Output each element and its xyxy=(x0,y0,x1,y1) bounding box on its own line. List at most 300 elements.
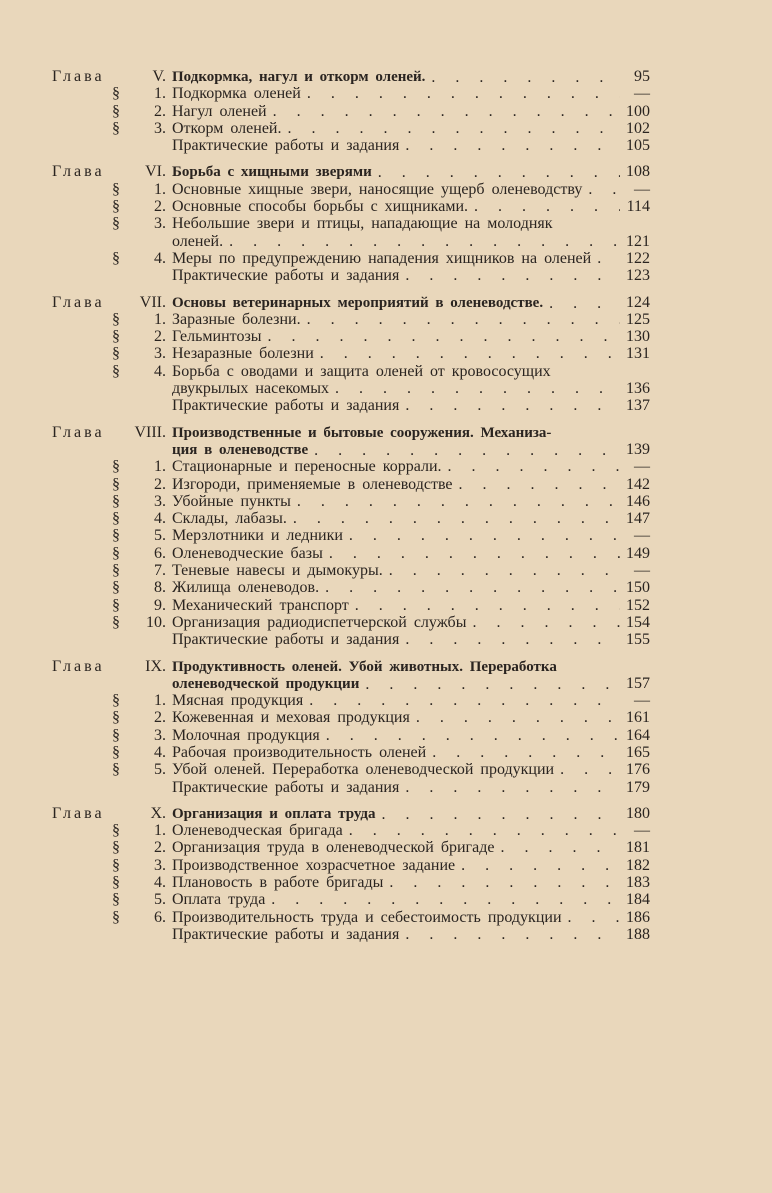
chapter xyxy=(52,163,650,284)
section-sign: § xyxy=(112,180,120,198)
section-sign: § xyxy=(112,743,120,761)
section-number: 7. xyxy=(154,562,166,580)
entry-text xyxy=(172,614,620,631)
practice-entry xyxy=(52,631,650,648)
chapter-heading xyxy=(52,441,650,458)
entry-text xyxy=(172,692,620,709)
entry-text xyxy=(172,250,620,267)
dot-leader xyxy=(426,744,620,761)
section-entry xyxy=(52,345,650,362)
chapter-heading xyxy=(52,675,650,692)
entry-text xyxy=(172,363,620,380)
chapter-label: Глава xyxy=(52,657,105,675)
dot-leader xyxy=(399,926,620,943)
page-number: 121 xyxy=(626,232,650,250)
section-number: 5. xyxy=(154,761,166,779)
dot-leader xyxy=(591,250,620,267)
entry-text xyxy=(172,267,620,284)
entry-title: Практические работы и задания xyxy=(172,778,400,796)
dot-leader xyxy=(410,709,620,726)
entry-text xyxy=(172,822,620,839)
dot-leader xyxy=(301,311,620,328)
page-number: 130 xyxy=(626,328,650,346)
entry-title: Незаразные болезни xyxy=(172,345,314,363)
chapter-heading xyxy=(52,294,650,311)
section-number: 1. xyxy=(154,180,166,198)
section-entry xyxy=(52,761,650,778)
dot-leader xyxy=(359,676,620,693)
section-number: 4. xyxy=(154,743,166,761)
section-entry xyxy=(52,614,650,631)
entry-text xyxy=(172,761,620,778)
entry-title: Основные способы борьбы с хищниками. xyxy=(172,198,468,216)
entry-title: Борьба с оводами и защита оленей от кровососущих xyxy=(172,362,551,380)
entry-title: Практические работы и задания xyxy=(172,925,400,943)
page-number: 114 xyxy=(626,198,650,216)
page-number: 180 xyxy=(626,804,650,822)
entry-text xyxy=(172,659,620,676)
page-number: 95 xyxy=(634,68,650,85)
page-number: 102 xyxy=(626,119,650,137)
entry-text xyxy=(172,425,620,442)
entry-title: Оленеводческие базы xyxy=(172,544,323,562)
entry-title: Склады, лабазы. xyxy=(172,510,287,528)
entry-text xyxy=(172,727,620,744)
section-sign: § xyxy=(112,544,120,562)
dot-leader xyxy=(582,181,620,198)
entry-text xyxy=(172,69,620,86)
page-number: 161 xyxy=(626,709,650,727)
section-sign: § xyxy=(112,492,120,510)
page-number: 142 xyxy=(626,475,650,493)
section-number: 2. xyxy=(154,328,166,346)
section-sign: § xyxy=(112,613,120,631)
entry-text xyxy=(172,909,620,926)
chapter-numeral: VIII. xyxy=(134,423,166,441)
section-number: 1. xyxy=(154,458,166,476)
entry-title: Нагул оленей xyxy=(172,102,267,120)
chapter-label: Глава xyxy=(52,804,105,822)
page-number: 179 xyxy=(626,778,650,796)
page-number: 100 xyxy=(626,102,650,120)
dot-leader xyxy=(308,442,620,459)
entry-title: Гельминтозы xyxy=(172,328,262,346)
section-entry xyxy=(52,120,650,137)
section-entry xyxy=(52,181,650,198)
entry-text xyxy=(172,891,620,908)
section-number: 4. xyxy=(154,362,166,380)
dot-leader xyxy=(223,233,620,250)
section-number: 2. xyxy=(154,198,166,216)
practice-entry xyxy=(52,397,650,414)
section-entry xyxy=(52,363,650,380)
section-entry xyxy=(52,198,650,215)
section-number: 2. xyxy=(154,102,166,120)
page-number: 139 xyxy=(626,440,650,458)
entry-text xyxy=(172,597,620,614)
page-number: 123 xyxy=(626,267,650,285)
section-number: 9. xyxy=(154,596,166,614)
entry-text xyxy=(172,442,620,459)
section-entry xyxy=(52,85,650,102)
dot-leader xyxy=(399,631,620,648)
entry-text xyxy=(172,476,620,493)
section-number: 2. xyxy=(154,475,166,493)
entry-text xyxy=(172,545,620,562)
section-sign: § xyxy=(112,345,120,363)
dot-leader xyxy=(314,345,620,362)
chapter-heading xyxy=(52,658,650,675)
entry-text xyxy=(172,233,620,250)
dot-leader xyxy=(562,909,620,926)
dot-leader xyxy=(282,120,621,137)
dot-leader xyxy=(399,779,620,796)
entry-title: Изгороди, применяемые в оленеводстве xyxy=(172,475,453,493)
section-sign: § xyxy=(112,856,120,874)
section-entry xyxy=(52,328,650,345)
entry-title: Заразные болезни. xyxy=(172,310,301,328)
entry-text xyxy=(172,806,620,823)
chapter xyxy=(52,68,650,154)
entry-text xyxy=(172,120,620,137)
entry-title: Рабочая производительность оленей xyxy=(172,743,427,761)
entry-title: Мерзлотники и ледники xyxy=(172,527,343,545)
entry-text xyxy=(172,397,620,414)
dot-leader xyxy=(376,806,621,823)
page-number: 165 xyxy=(626,743,650,761)
section-sign: § xyxy=(112,709,120,727)
entry-title: Плановость в работе бригады xyxy=(172,874,384,892)
page-number: 184 xyxy=(626,891,650,909)
section-sign: § xyxy=(112,475,120,493)
dot-leader xyxy=(323,545,620,562)
section-number: 1. xyxy=(154,822,166,840)
entry-title: Практические работы и задания xyxy=(172,631,400,649)
entry-title: Мясная продукция xyxy=(172,692,304,710)
dot-leader xyxy=(303,692,620,709)
entry-title: Жилища оленеводов. xyxy=(172,579,320,597)
entry-text xyxy=(172,380,620,397)
entry-text xyxy=(172,85,620,102)
section-number: 3. xyxy=(154,345,166,363)
section-sign: § xyxy=(112,510,120,528)
section-entry xyxy=(52,250,650,267)
entry-title: Небольшие звери и птицы, нападающие на молодняк xyxy=(172,215,553,233)
practice-entry xyxy=(52,926,650,943)
section-entry xyxy=(52,857,650,874)
table-of-contents xyxy=(52,68,650,943)
entry-text xyxy=(172,874,620,891)
entry-title: Продуктивность оленей. Убой животных. Переработка xyxy=(172,658,557,675)
page-number: 186 xyxy=(626,908,650,926)
entry-title: Организация труда в оленеводческой бригаде xyxy=(172,839,495,857)
section-sign: § xyxy=(112,692,120,710)
chapter xyxy=(52,805,650,943)
chapter-heading xyxy=(52,68,650,85)
chapter-numeral: X. xyxy=(150,804,166,822)
entry-title: Убой оленей. Переработка оленеводческой продукции xyxy=(172,761,555,779)
section-sign: § xyxy=(112,102,120,120)
entry-text xyxy=(172,744,620,761)
entry-text xyxy=(172,198,620,215)
dot-leader xyxy=(399,397,620,414)
section-number: 3. xyxy=(154,119,166,137)
entry-title: Оленеводческая бригада xyxy=(172,822,343,840)
page-number: 108 xyxy=(626,163,650,181)
section-number: 10. xyxy=(146,613,166,631)
entry-text xyxy=(172,458,620,475)
page-number: 183 xyxy=(626,874,650,892)
section-sign: § xyxy=(112,822,120,840)
entry-text xyxy=(172,328,620,345)
section-number: 1. xyxy=(154,692,166,710)
page-number: 152 xyxy=(626,596,650,614)
page-number: 137 xyxy=(626,397,650,415)
entry-title: Борьба с хищными зверями xyxy=(172,164,372,181)
entry-text xyxy=(172,510,620,527)
section-entry xyxy=(52,215,650,232)
chapter-numeral: V. xyxy=(152,68,166,85)
entry-title: Стационарные и переносные коррали. xyxy=(172,458,442,476)
dot-leader xyxy=(383,562,620,579)
page-number: — xyxy=(634,527,650,545)
section-sign: § xyxy=(112,562,120,580)
entry-title: Основы ветеринарных мероприятий в оленеводстве. xyxy=(172,294,544,311)
entry-text xyxy=(172,779,620,796)
chapter xyxy=(52,658,650,796)
section-entry xyxy=(52,380,650,397)
dot-leader xyxy=(442,458,620,475)
chapter-numeral: VII. xyxy=(139,293,166,311)
section-number: 3. xyxy=(154,492,166,510)
page-number: 146 xyxy=(626,492,650,510)
entry-title: двукрылых насекомых xyxy=(172,380,329,398)
page-number: 122 xyxy=(626,249,650,267)
dot-leader xyxy=(543,295,620,312)
entry-title: Молочная продукция xyxy=(172,726,320,744)
section-sign: § xyxy=(112,874,120,892)
entry-text xyxy=(172,311,620,328)
dot-leader xyxy=(455,857,620,874)
section-sign: § xyxy=(112,119,120,137)
section-number: 4. xyxy=(154,249,166,267)
dot-leader xyxy=(287,510,620,527)
dot-leader xyxy=(343,822,620,839)
section-entry xyxy=(52,874,650,891)
section-number: 3. xyxy=(154,856,166,874)
chapter-heading xyxy=(52,805,650,822)
page-number: 150 xyxy=(626,579,650,597)
entry-title: Практические работы и задания xyxy=(172,267,400,285)
section-number: 3. xyxy=(154,215,166,233)
dot-leader xyxy=(372,164,620,181)
dot-leader xyxy=(554,761,620,778)
section-entry xyxy=(52,839,650,856)
dot-leader xyxy=(425,69,620,86)
section-entry xyxy=(52,493,650,510)
entry-text xyxy=(172,164,620,181)
page-number: — xyxy=(634,562,650,580)
chapter-label: Глава xyxy=(52,423,105,441)
dot-leader xyxy=(466,614,620,631)
chapter xyxy=(52,424,650,649)
dot-leader xyxy=(453,476,620,493)
chapter-heading xyxy=(52,424,650,441)
section-sign: § xyxy=(112,249,120,267)
section-entry xyxy=(52,909,650,926)
entry-text xyxy=(172,709,620,726)
section-entry xyxy=(52,233,650,250)
section-entry xyxy=(52,103,650,120)
entry-text xyxy=(172,631,620,648)
page-number: 157 xyxy=(626,674,650,692)
dot-leader xyxy=(399,137,620,154)
page-number: — xyxy=(634,822,650,840)
page-number: 125 xyxy=(626,310,650,328)
section-sign: § xyxy=(112,310,120,328)
section-number: 1. xyxy=(154,85,166,103)
page-number: 147 xyxy=(626,510,650,528)
practice-entry xyxy=(52,137,650,154)
section-number: 6. xyxy=(154,544,166,562)
section-sign: § xyxy=(112,579,120,597)
section-sign: § xyxy=(112,362,120,380)
entry-title: Теневые навесы и дымокуры. xyxy=(172,562,383,580)
entry-title: Основные хищные звери, наносящие ущерб оленеводству xyxy=(172,180,583,198)
page-number: 188 xyxy=(626,925,650,943)
entry-title: Откорм оленей. xyxy=(172,119,282,137)
section-number: 2. xyxy=(154,709,166,727)
entry-title: Оплата труда xyxy=(172,891,266,909)
section-sign: § xyxy=(112,215,120,233)
page-number: 164 xyxy=(626,726,650,744)
section-sign: § xyxy=(112,596,120,614)
entry-title: Практические работы и задания xyxy=(172,397,400,415)
dot-leader xyxy=(301,85,620,102)
chapter-label: Глава xyxy=(52,293,105,311)
chapter-heading xyxy=(52,163,650,180)
entry-text xyxy=(172,493,620,510)
dot-leader xyxy=(267,103,620,120)
dot-leader xyxy=(319,579,620,596)
dot-leader xyxy=(343,527,620,544)
dot-leader xyxy=(320,727,620,744)
page-number: — xyxy=(634,692,650,710)
section-sign: § xyxy=(112,198,120,216)
entry-text xyxy=(172,579,620,596)
dot-leader xyxy=(349,597,620,614)
dot-leader xyxy=(383,874,620,891)
entry-title: Кожевенная и меховая продукция xyxy=(172,709,410,727)
practice-entry xyxy=(52,779,650,796)
entry-text xyxy=(172,857,620,874)
section-number: 8. xyxy=(154,579,166,597)
section-number: 4. xyxy=(154,510,166,528)
section-entry xyxy=(52,744,650,761)
section-entry xyxy=(52,692,650,709)
page-number: 149 xyxy=(626,544,650,562)
entry-text xyxy=(172,527,620,544)
dot-leader xyxy=(468,198,620,215)
dot-leader xyxy=(262,328,620,345)
entry-text xyxy=(172,562,620,579)
page-number: 124 xyxy=(626,293,650,311)
section-entry xyxy=(52,527,650,544)
page-number: 182 xyxy=(626,856,650,874)
chapter-label: Глава xyxy=(52,163,105,181)
dot-leader xyxy=(265,891,620,908)
entry-text xyxy=(172,926,620,943)
entry-title: оленей. xyxy=(172,232,224,250)
entry-title: оленеводческой продукции xyxy=(172,675,360,692)
entry-title: Производственные и бытовые сооружения. Механиза- xyxy=(172,424,552,441)
page-number: 136 xyxy=(626,380,650,398)
section-sign: § xyxy=(112,908,120,926)
section-number: 6. xyxy=(154,908,166,926)
page-number: 154 xyxy=(626,613,650,631)
entry-title: Организация и оплата труда xyxy=(172,805,376,822)
section-sign: § xyxy=(112,839,120,857)
entry-text xyxy=(172,103,620,120)
page-number: 131 xyxy=(626,345,650,363)
dot-leader xyxy=(494,839,620,856)
page-number: — xyxy=(634,180,650,198)
section-entry xyxy=(52,727,650,744)
section-entry xyxy=(52,311,650,328)
section-sign: § xyxy=(112,761,120,779)
section-number: 1. xyxy=(154,310,166,328)
section-entry xyxy=(52,709,650,726)
section-number: 2. xyxy=(154,839,166,857)
entry-title: Подкормка, нагул и откорм оленей. xyxy=(172,69,426,85)
entry-title: Организация радиодиспетчерской службы xyxy=(172,613,467,631)
section-entry xyxy=(52,822,650,839)
entry-text xyxy=(172,215,620,232)
page-number: 181 xyxy=(626,839,650,857)
section-sign: § xyxy=(112,328,120,346)
section-sign: § xyxy=(112,527,120,545)
section-entry xyxy=(52,510,650,527)
entry-title: Меры по предупреждению нападения хищников на оленей xyxy=(172,249,592,267)
entry-text xyxy=(172,137,620,154)
section-number: 5. xyxy=(154,527,166,545)
section-number: 3. xyxy=(154,726,166,744)
chapter-label: Глава xyxy=(52,68,105,85)
page-number: 105 xyxy=(626,137,650,155)
section-sign: § xyxy=(112,85,120,103)
entry-text xyxy=(172,839,620,856)
section-entry xyxy=(52,597,650,614)
dot-leader xyxy=(291,493,620,510)
dot-leader xyxy=(399,267,620,284)
section-entry xyxy=(52,891,650,908)
section-sign: § xyxy=(112,458,120,476)
entry-text xyxy=(172,345,620,362)
section-entry xyxy=(52,476,650,493)
entry-title: Механический транспорт xyxy=(172,596,349,614)
entry-title: Производственное хозрасчетное задание xyxy=(172,856,456,874)
entry-title: Практические работы и задания xyxy=(172,137,400,155)
section-entry xyxy=(52,562,650,579)
page-number: 176 xyxy=(626,761,650,779)
entry-title: ция в оленеводстве xyxy=(172,441,309,458)
practice-entry xyxy=(52,267,650,284)
section-number: 5. xyxy=(154,891,166,909)
entry-text xyxy=(172,181,620,198)
page-number: — xyxy=(634,85,650,103)
section-number: 4. xyxy=(154,874,166,892)
dot-leader xyxy=(329,380,620,397)
